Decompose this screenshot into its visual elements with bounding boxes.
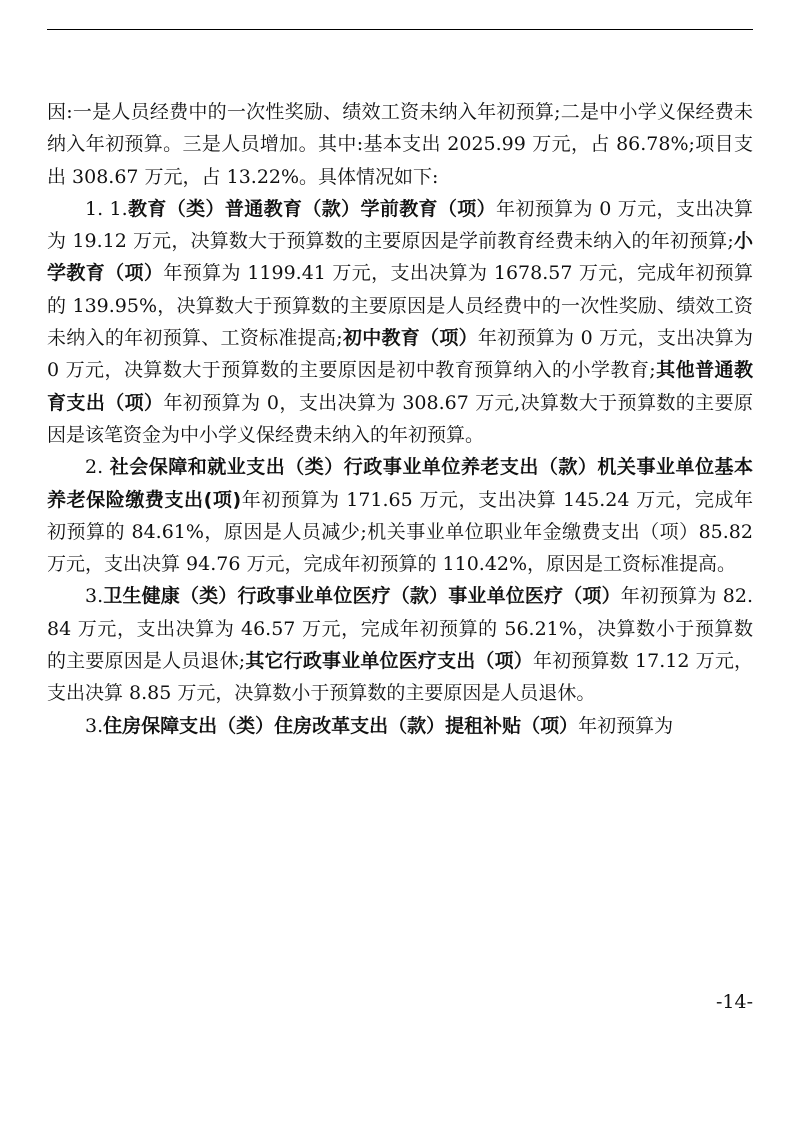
body-text: 年初预算为 0 万元，支出决算为 19.12 万元，决算数大于预算数的主要原因是学前教育经费未纳入的年初预算; xyxy=(47,197,754,253)
bold-heading-text: 其它行政事业单位医疗支出（项） xyxy=(245,650,533,673)
body-text: 1. 1. xyxy=(85,197,128,220)
paragraph xyxy=(47,710,753,742)
bold-heading-text: 住房保障支出（类）住房改革支出（款）提租补贴（项） xyxy=(103,714,579,737)
body-text: 年初预算为 0，支出决算为 308.67 万元,决算数大于预算数的主要原因是该笔资金为中小学义保经费未纳入的年初预算。 xyxy=(47,391,753,446)
body-text: 年初预算为 xyxy=(578,714,674,737)
paragraph xyxy=(47,96,753,193)
bold-heading-text: 小学教育（项） xyxy=(47,230,753,285)
bold-heading-text: 初中教育（项） xyxy=(342,327,478,350)
body-text: 年初预算为 171.65 万元，支出决算 145.24 万元，完成年初预算的 84.61%，原因是人员减少;机关事业单位职业年金缴费支出（项）85.82 万元，支出决算 94.76 万元，完成年初预算的 110.42%，原因是工资标准提高。 xyxy=(47,488,753,576)
bold-heading-text: 社会保障和就业支出（类）行政事业单位养老支出（款）机关事业单位基本养老保险缴费支出(项) xyxy=(47,456,753,511)
page-number: -14- xyxy=(715,991,753,1013)
body-text: 因:一是人员经费中的一次性奖励、绩效工资未纳入年初预算;二是中小学义保经费未纳入年初预算。三是人员增加。其中:基本支出 2025.99 万元，占 86.78%;项目支出 308.67 万元，占 13.22%。具体情况如下: xyxy=(47,101,753,188)
bold-heading-text: 卫生健康（类）行政事业单位医疗（款）事业单位医疗（项） xyxy=(103,585,621,608)
body-text: 年初预算为 0 万元，支出决算为 0 万元，决算数大于预算数的主要原因是初中教育预算纳入的小学教育; xyxy=(47,327,753,382)
body-text: 年初预算为 82.84 万元，支出决算为 46.57 万元，完成年初预算的 56.21%，决算数小于预算数的主要原因是人员退休; xyxy=(47,585,753,673)
paragraph xyxy=(47,193,753,451)
paragraph xyxy=(47,451,753,580)
body-text: 2. xyxy=(85,456,110,479)
body-text: 年预算为 1199.41 万元，支出决算为 1678.57 万元，完成年初预算的 139.95%，决算数大于预算数的主要原因是人员经费中的一次性奖励、绩效工资未纳入的年初预算、工资标准提高; xyxy=(47,262,753,350)
body-text: 3. xyxy=(85,714,104,737)
bold-heading-text: 教育（类）普通教育（款）学前教育（项） xyxy=(127,197,497,220)
bold-heading-text: 其他普通教育支出（项） xyxy=(47,359,753,414)
paragraph xyxy=(47,580,753,709)
body-text: 3. xyxy=(85,585,104,608)
document-body xyxy=(47,96,753,742)
header-rule xyxy=(47,29,753,30)
body-text: 年初预算数 17.12 万元，支出决算 8.85 万元，决算数小于预算数的主要原因是人员退休。 xyxy=(47,650,753,705)
